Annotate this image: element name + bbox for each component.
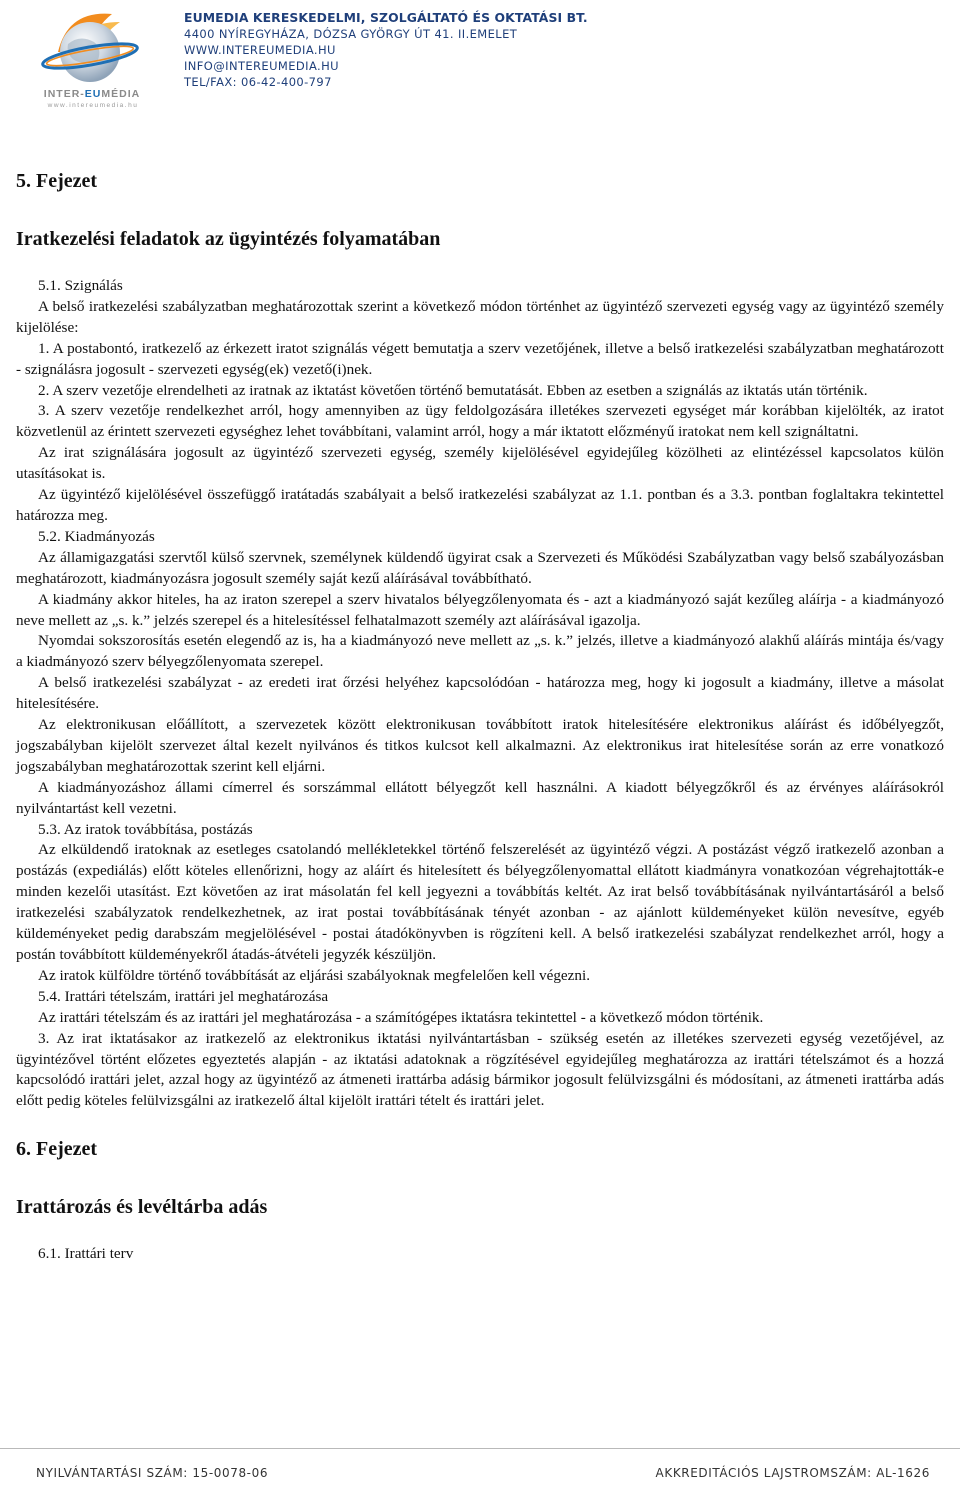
section-5-3-paragraph: Az elküldendő iratoknak az esetleges csatolandó mellékletekkel történő felszerelését az ügyintéző végzi. A postázást végző iratkezelő azonban a postázás (expediálás) előtt köteles ellenőrizni, hogy az aláírt és hitelesített és bélyegzőlenyomattal ellátott kiadmányra vonatkozóan végrehajtották-e minden kezelői utasítást. Ezt követően az irat másolatán fel kell jegyezni a továbbítás keltét. Az irat belső továbbításának nyilvántartásáról a belső iratkezelési szabályzatok rendelkezhetnek, az irat postai továbbításának tényét azonban - az ajánlott küldeményeket külön nevesítve, egyéb küldeményeket pedig darabszám megjelölésével - postai átadókönyvben is rögzíteni kell. A belső iratkezelési szabályzat rendelkezhet arról, hogy a postán továbbított küldeményekről átadás-átvételi jegyzék készüljön. bbox=[16, 841, 944, 963]
chapter-5-number: 5. Fejezet bbox=[16, 170, 98, 192]
section-5-2-paragraph: Nyomdai sokszorosítás esetén elegendő az is, ha a kiadmányozó neve mellett az „s. k.” jelzés, illetve a kiadmányozó alakhű aláírás mintája és/vagy a kiadmányozó szerv bélyegzőlenyomata szerepel. bbox=[16, 632, 944, 671]
document-body bbox=[16, 168, 944, 1265]
footer-divider bbox=[0, 1448, 960, 1449]
section-5-2-paragraph: Az államigazgatási szervtől külső szervnek, személynek küldendő ügyirat csak a Szervezeti és Működési Szabályzatban vagy belső szabályozásban meghatározott, kiadmányozásra jogosult személy saját kezű aláírásával továbbítható. bbox=[16, 548, 944, 587]
section-6-1-title: 6.1. Irattári terv bbox=[38, 1245, 134, 1263]
company-info bbox=[184, 10, 588, 90]
section-5-4-paragraph: Az irattári tételszám és az irattári jel meghatározása - a számítógépes iktatásra tekintettel - a következő módon történik. bbox=[38, 1008, 764, 1026]
section-5-1-paragraph: Az ügyintéző kijelölésével összefüggő iratátadás szabályait a belső iratkezelési szabályzat az 1.1. pontban és a 3.3. pontban foglaltakra tekintettel határozza meg. bbox=[16, 486, 944, 524]
company-website: WWW.INTEREUMEDIA.HU bbox=[184, 43, 336, 57]
section-5-1-intro: A belső iratkezelési szabályzatban meghatározottak szerint a következő módon történhet az ügyintéző szervezeti egység vagy az ügyintéző személy kijelölése: bbox=[16, 297, 944, 336]
section-5-2-paragraph: A belső iratkezelési szabályzat - az eredeti irat őrzési helyéhez kapcsolódóan - határozza meg, hogy ki jogosult a kiadmány, illetve a másolat hitelesítésére. bbox=[16, 674, 944, 713]
section-5-4-item-3: 3. Az irat iktatásakor az iratkezelő az elektronikus iktatási nyilvántartásban - szükség esetén az illetékes szervezeti egység vezetőjével, az ügyintézővel történt előzetes egyeztetés alapján - az iktatási adatoknak a rögzítésével egyidejűleg meghatározza az irattári tételszámot és a hozzá kapcsolódó irattári jelet, azzal hogy az ügyintéző az átmeneti irattárba adásig bármikor jogosult felülvizsgálni és módosítani, az átmeneti irattárba adás előtt pedig köteles felülvizsgálni az iratkezelő által kijelölt irattári tételt és irattári jelet. bbox=[16, 1029, 944, 1110]
globe-logo-icon bbox=[28, 4, 152, 88]
section-5-2-paragraph: Az elektronikusan előállított, a szervezetek között elektronikusan továbbított iratok hitelesítésére elektronikus aláírást és időbélyegzőt, jogszabályban kijelölt szervezet által kezelt nyilvános és titkos kulcsot kell alkalmazni. Az elektronikus irat hitelesítése során az erre vonatkozó jogszabályban meghatározottak szerint kell eljárni. bbox=[16, 716, 944, 775]
chapter-6-title: Irattározás és levéltárba adás bbox=[16, 1196, 268, 1219]
section-5-1-item-1: 1. A postabontó, iratkezelő az érkezett iratot szignálás végett bemutatja a szerv vezetőjének, illetve a belső iratkezelési szabályzatban meghatározott - szignálásra jogosult - szervezeti egység(ek) vezető(i)nek. bbox=[16, 339, 944, 378]
footer-registration-number: NYILVÁNTARTÁSI SZÁM: 15-0078-06 bbox=[36, 1466, 269, 1480]
logo-wordmark: INTER-EUMÉDIA bbox=[43, 88, 141, 100]
chapter-6-number: 6. Fejezet bbox=[16, 1138, 98, 1161]
logo-url: www.intereumedia.hu bbox=[47, 102, 139, 109]
section-5-3-title: 5.3. Az iratok továbbítása, postázás bbox=[38, 820, 253, 838]
section-5-2-title: 5.2. Kiadmányozás bbox=[38, 527, 155, 545]
page-header bbox=[0, 0, 960, 118]
section-5-2-paragraph: A kiadmány akkor hiteles, ha az iraton szerepel a szerv hivatalos bélyegzőlenyomata és - azt a kiadmányozó saját kezűleg aláírja - a kiadmányozó neve mellett az „s. k.” jelzés szerepel és a hitelesítéssel felhatalmazott személy azt aláírásával igazolja. bbox=[16, 590, 944, 629]
chapter-5-title: Iratkezelési feladatok az ügyintézés folyamatában bbox=[16, 228, 441, 250]
section-5-3-paragraph: Az iratok külföldre történő továbbítását az eljárási szabályoknak megfelelően kell végezni. bbox=[38, 966, 591, 984]
company-phone: TEL/FAX: 06-42-400-797 bbox=[184, 75, 332, 89]
section-5-1-title: 5.1. Szignálás bbox=[38, 277, 123, 294]
company-logo bbox=[28, 4, 152, 110]
company-address: 4400 NYÍREGYHÁZA, DÓZSA GYÖRGY ÚT 41. II.EMELET bbox=[184, 27, 518, 41]
company-name: EUMEDIA KERESKEDELMI, SZOLGÁLTATÓ ÉS OKTATÁSI BT. bbox=[184, 10, 588, 25]
section-5-1-item-2: 2. A szerv vezetője elrendelheti az iratnak az iktatást követően történő bemutatását. Ebben az esetben a szignálás az iktatás után történik. bbox=[38, 381, 868, 399]
section-5-2-paragraph: A kiadmányozáshoz állami címerrel és sorszámmal ellátott bélyegzőt kell használni. A kiadott bélyegzőkről és az érvényes aláírásokról nyilvántartást kell vezetni. bbox=[16, 778, 944, 817]
section-5-1-item-3: 3. A szerv vezetője rendelkezhet arról, hogy amennyiben az ügy feldolgozására illetékes szervezeti egységet már korábban kijelölték, az iratot közvetlenül az érintett szervezeti egységhez lehet továbbítani, valamint arról, hogy a már iktatott előzményű iratokat nem kell szignáltatni. bbox=[16, 402, 944, 441]
section-5-4-title: 5.4. Irattári tételszám, irattári jel meghatározása bbox=[38, 987, 329, 1005]
section-5-1-paragraph: Az irat szignálására jogosult az ügyintéző szervezeti egység, személy kijelölésével egyidejűleg közölheti az elintézéssel kapcsolatos külön utasításokat is. bbox=[16, 444, 944, 483]
footer-accreditation-number: AKKREDITÁCIÓS LAJSTROMSZÁM: AL-1626 bbox=[655, 1466, 930, 1480]
company-email: INFO@INTEREUMEDIA.HU bbox=[184, 59, 339, 73]
